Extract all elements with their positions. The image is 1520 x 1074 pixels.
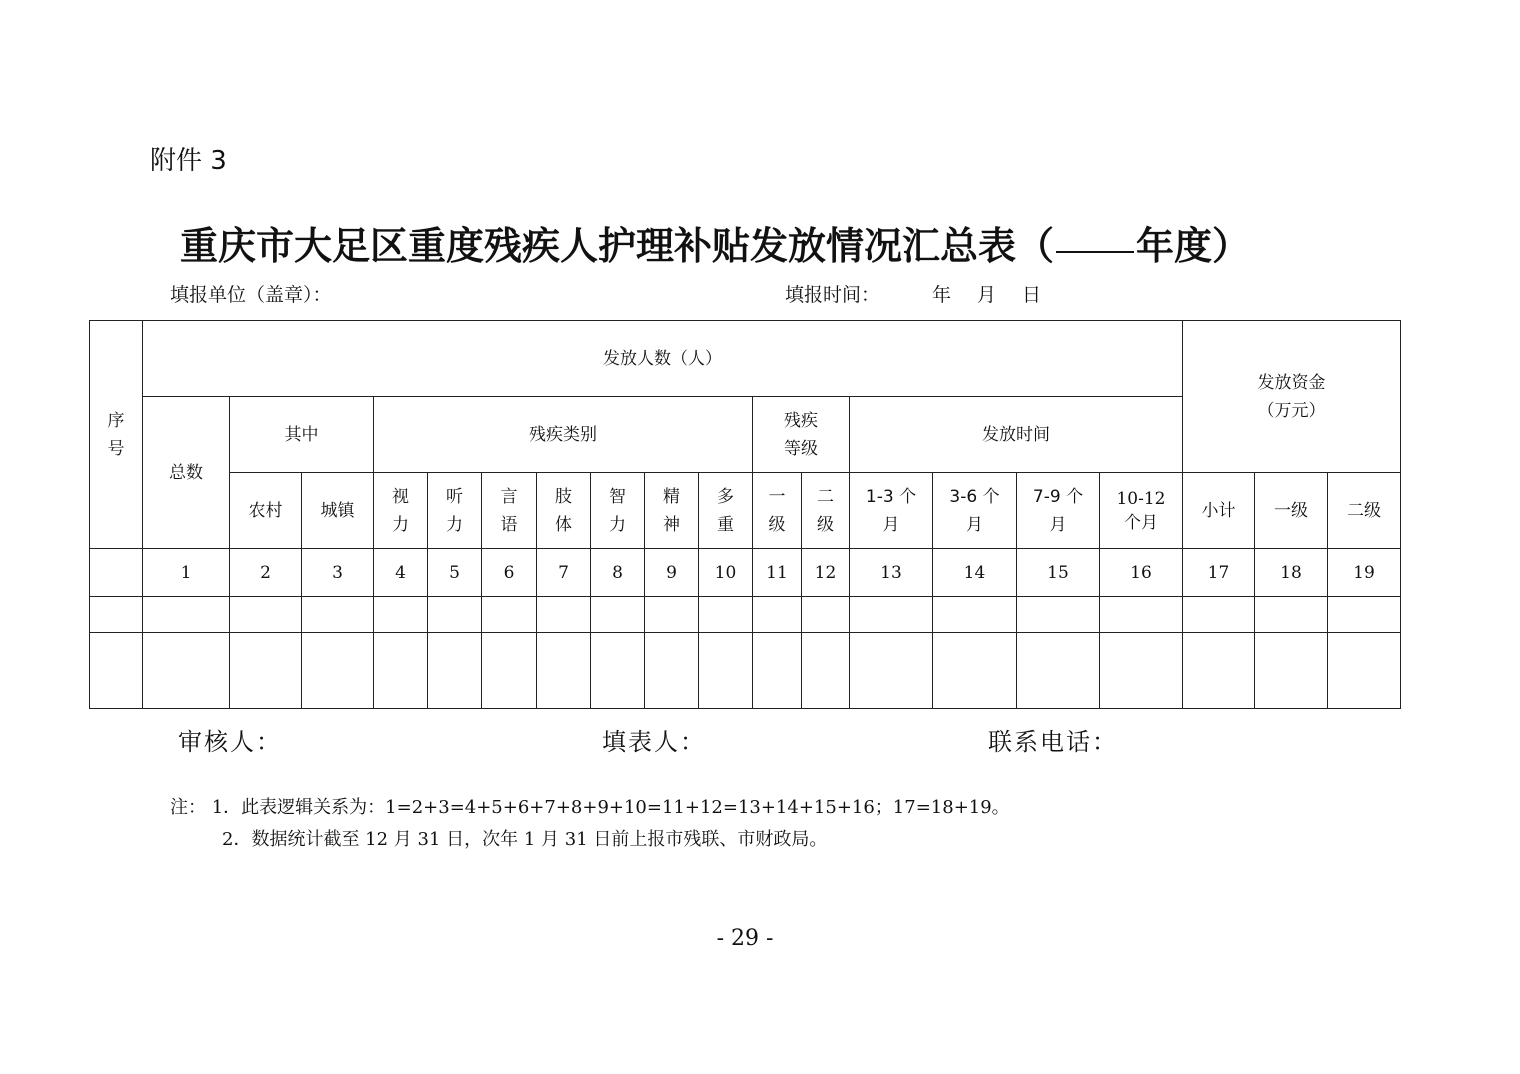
table-cell[interactable]: [802, 597, 850, 633]
table-cell[interactable]: [1183, 597, 1255, 633]
table-cell[interactable]: [374, 597, 428, 633]
column-number: 10: [699, 549, 753, 597]
title-suffix: 年度）: [1136, 224, 1251, 268]
grade-2-header: 二级: [1328, 473, 1401, 549]
table-cell[interactable]: [230, 597, 302, 633]
table-cell[interactable]: [90, 597, 143, 633]
disability-type-header: 残疾类别: [374, 397, 753, 473]
duration-1-3-header: 1-3 个 月: [850, 473, 933, 549]
table-cell[interactable]: [699, 597, 753, 633]
year-label: 年: [932, 284, 952, 306]
table-cell[interactable]: [1017, 597, 1100, 633]
table-cell[interactable]: [1328, 597, 1401, 633]
table-cell: [90, 549, 143, 597]
column-number: 16: [1100, 549, 1183, 597]
among-header: 其中: [230, 397, 374, 473]
table-cell[interactable]: [1183, 633, 1255, 709]
table-row: [90, 597, 1401, 633]
table-cell[interactable]: [1255, 633, 1328, 709]
table-cell[interactable]: [302, 633, 374, 709]
issued-people-header: 发放人数（人）: [143, 321, 1183, 397]
page-number: - 29 -: [716, 926, 774, 951]
title-main: 重庆市大足区重度残疾人护理补贴发放情况汇总表（: [180, 224, 1055, 268]
table-cell[interactable]: [850, 633, 933, 709]
column-number: 12: [802, 549, 850, 597]
table-cell[interactable]: [753, 633, 802, 709]
filler-label: 填表人：: [602, 728, 706, 756]
reporting-time: [785, 280, 1041, 307]
table-cell[interactable]: [1100, 633, 1183, 709]
table-cell[interactable]: [699, 633, 753, 709]
table-cell[interactable]: [1100, 597, 1183, 633]
duration-7-9-header: 7-9 个 月: [1017, 473, 1100, 549]
column-number: 2: [230, 549, 302, 597]
column-number: 7: [537, 549, 591, 597]
table-cell[interactable]: [482, 597, 537, 633]
column-number: 13: [850, 549, 933, 597]
reviewer-label: 审核人：: [178, 728, 282, 756]
contact-phone-label: 联系电话：: [988, 728, 1118, 756]
column-number: 6: [482, 549, 537, 597]
column-number: 1: [143, 549, 230, 597]
table-cell[interactable]: [374, 633, 428, 709]
table-cell[interactable]: [753, 597, 802, 633]
table-cell[interactable]: [90, 633, 143, 709]
subtotal-header: 小计: [1183, 473, 1255, 549]
type-hearing-header: 听 力: [428, 473, 482, 549]
year-blank: [1056, 251, 1134, 253]
document-title: [180, 215, 1250, 270]
note-line-1: 注： 1．此表逻辑关系为：1=2+3=4+5+6+7+8+9+10=11+12=13+14+15+16；17=18+19。: [170, 797, 1010, 818]
urban-header: 城镇: [302, 473, 374, 549]
column-number: 15: [1017, 549, 1100, 597]
day-label: 日: [1022, 284, 1042, 306]
column-number: 11: [753, 549, 802, 597]
table-cell[interactable]: [933, 633, 1017, 709]
reporting-unit-label: 填报单位（盖章）：: [170, 284, 332, 306]
table-cell[interactable]: [645, 597, 699, 633]
table-cell[interactable]: [933, 597, 1017, 633]
duration-10-12-header: 10-12 个月: [1100, 473, 1183, 549]
table-row: [90, 633, 1401, 709]
rural-header: 农村: [230, 473, 302, 549]
summary-table: [89, 320, 1401, 709]
table-cell[interactable]: [802, 633, 850, 709]
column-number: 18: [1255, 549, 1328, 597]
table-cell[interactable]: [482, 633, 537, 709]
column-number: 8: [591, 549, 645, 597]
column-number: 14: [933, 549, 1017, 597]
disability-level-header: 残疾 等级: [753, 397, 850, 473]
note-line-2: 2．数据统计截至 12 月 31 日，次年 1 月 31 日前上报市残联、市财政局。: [222, 829, 828, 850]
month-label: 月: [977, 284, 997, 306]
level-2-header: 二 级: [802, 473, 850, 549]
type-mental-header: 精 神: [645, 473, 699, 549]
type-vision-header: 视 力: [374, 473, 428, 549]
table-cell[interactable]: [428, 597, 482, 633]
column-number: 19: [1328, 549, 1401, 597]
table-cell[interactable]: [428, 633, 482, 709]
table-cell[interactable]: [230, 633, 302, 709]
funds-header: 发放资金 （万元）: [1183, 321, 1401, 473]
table-cell[interactable]: [537, 633, 591, 709]
table-cell[interactable]: [1017, 633, 1100, 709]
table-cell[interactable]: [302, 597, 374, 633]
table-cell[interactable]: [143, 633, 230, 709]
issue-time-header: 发放时间: [850, 397, 1183, 473]
table-cell[interactable]: [645, 633, 699, 709]
column-number: 9: [645, 549, 699, 597]
grade-1-header: 一级: [1255, 473, 1328, 549]
type-speech-header: 言 语: [482, 473, 537, 549]
type-intellectual-header: 智 力: [591, 473, 645, 549]
table-cell[interactable]: [591, 633, 645, 709]
duration-3-6-header: 3-6 个 月: [933, 473, 1017, 549]
reporting-time-label: 填报时间：: [785, 284, 881, 306]
table-cell[interactable]: [591, 597, 645, 633]
total-header: 总数: [143, 397, 230, 549]
serial-header: 序 号: [90, 321, 143, 549]
type-limb-header: 肢 体: [537, 473, 591, 549]
table-cell[interactable]: [1255, 597, 1328, 633]
column-number: 5: [428, 549, 482, 597]
column-number: 3: [302, 549, 374, 597]
level-1-header: 一 级: [753, 473, 802, 549]
table-cell[interactable]: [537, 597, 591, 633]
table-cell[interactable]: [850, 597, 933, 633]
table-cell[interactable]: [1328, 633, 1401, 709]
column-number: 17: [1183, 549, 1255, 597]
attachment-label: 附件 3: [150, 146, 227, 176]
column-number: 4: [374, 549, 428, 597]
type-multiple-header: 多 重: [699, 473, 753, 549]
column-number-row: [90, 549, 1401, 597]
table-cell[interactable]: [143, 597, 230, 633]
